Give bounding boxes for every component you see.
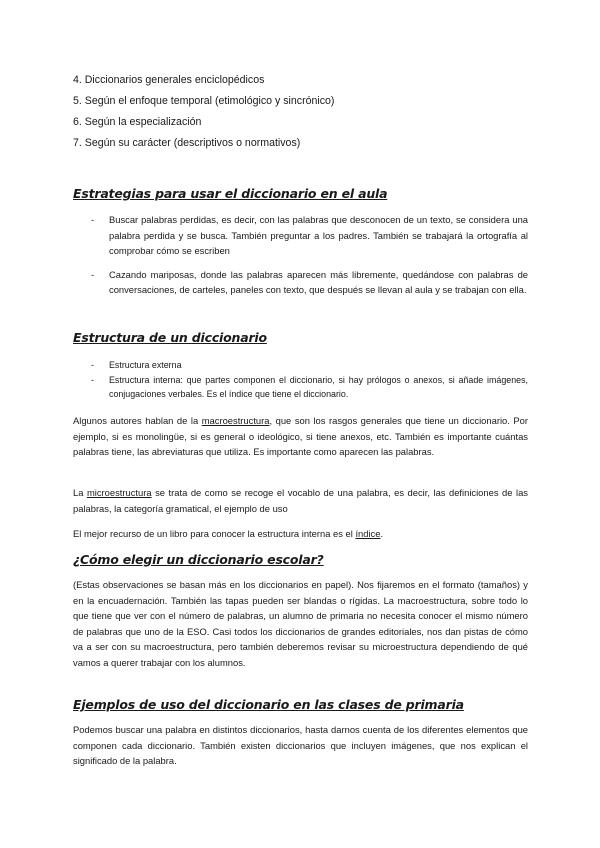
microestructura-term: microestructura <box>86 487 152 498</box>
list-item: 6. Según la especialización <box>73 116 202 128</box>
ejemplos-paragraph: Podemos buscar una palabra en distintos diccionarios, hasta darnos cuenta de los diferentes elementos que componen cada diccionario. También existen diccionarios que incluyen imágenes, que nos explican el significado de la palabra. <box>73 724 528 767</box>
item-text: Estructura interna: que partes componen el diccionario, si hay prólogos o anexos, si añade imágenes, conjugaciones verbales. Es el índice que tiene el diccionario. <box>109 374 528 400</box>
item-text: Buscar palabras perdidas, es decir, con las palabras que desconocen de un texto, se considera una palabra perdida y se busca. También preguntar a los padres. También se trabajará la ortografía al comprobar cómo se escriben <box>109 214 528 257</box>
section-heading-ejemplos: Ejemplos de uso del diccionario en las clases de primaria <box>73 697 464 712</box>
indice-paragraph: El mejor recurso de un libro para conocer la estructura interna es el índice. <box>73 528 384 539</box>
item-text: Cazando mariposas, donde las palabras aparecen más libremente, quedándose con palabras de conversaciones, de carteles, paneles con texto, que después se llevan al aula y se trabajan con ella. <box>109 268 528 296</box>
numbered-list <box>73 70 528 154</box>
structure-list <box>73 358 528 402</box>
macroestructura-paragraph: Algunos autores hablan de la macroestructura, que son los rasgos generales que tiene un diccionario. Por ejemplo, si es monolingüe, si es general o ideológico, si tiene anexos, etc. También es importante cuántas palabras tiene, las abreviaturas que utiliza. Es importante como aparecen las palabras. <box>73 415 528 458</box>
indice-term: índice <box>355 528 381 539</box>
list-item: 5. Según el enfoque temporal (etimológico y sincrónico) <box>73 95 335 107</box>
list-item: - Cazando mariposas, donde las palabras aparecen más libremente, quedándose con palabras de conversaciones, de carteles, paneles con texto, que después se llevan al aula y se trabajan con ella. <box>91 268 528 296</box>
list-item: - Buscar palabras perdidas, es decir, con las palabras que desconocen de un texto, se considera una palabra perdida y se busca. También preguntar a los padres. También se trabajará la ortografía al comprobar cómo se escriben <box>91 214 528 257</box>
item-text: Estructura externa <box>109 360 182 370</box>
list-item: 7. Según su carácter (descriptivos o normativos) <box>73 137 301 149</box>
microestructura-paragraph: La microestructura se trata de como se recoge el vocablo de una palabra, es decir, las definiciones de las palabras, la categoría gramatical, el ejemplo de uso <box>73 487 528 514</box>
section-heading-estructura: Estructura de un diccionario <box>73 330 267 345</box>
section-heading-elegir: ¿Cómo elegir un diccionario escolar? <box>73 552 324 567</box>
section-heading-estrategias: Estrategias para usar el diccionario en el aula <box>73 186 388 201</box>
elegir-paragraph: (Estas observaciones se basan más en los diccionarios en papel). Nos fijaremos en el formato (tamaños) y en la encuadernación. También las tapas pueden ser blandas o rígidas. La macroestructura, sobre todo lo que tiene que ver con el número de palabras, un alumno de primaria no necesita conocer el mismo número de palabras que uno de la ESO. Casi todos los diccionarios de grandes editoriales, nos dan pistas de cómo va a ser con su macroestructura, pero también deberemos revisar su microestructura dependiendo de qué vamos a querer trabajar con los alumnos. <box>73 579 528 668</box>
strategies-list <box>73 212 528 298</box>
macroestructura-term: macroestructura <box>201 415 270 426</box>
list-item: - Estructura interna: que partes componen el diccionario, si hay prólogos o anexos, si añade imágenes, conjugaciones verbales. Es el índice que tiene el diccionario. <box>91 374 528 400</box>
list-item: 4. Diccionarios generales enciclopédicos <box>73 74 265 86</box>
list-item: - Estructura externa <box>91 360 182 370</box>
